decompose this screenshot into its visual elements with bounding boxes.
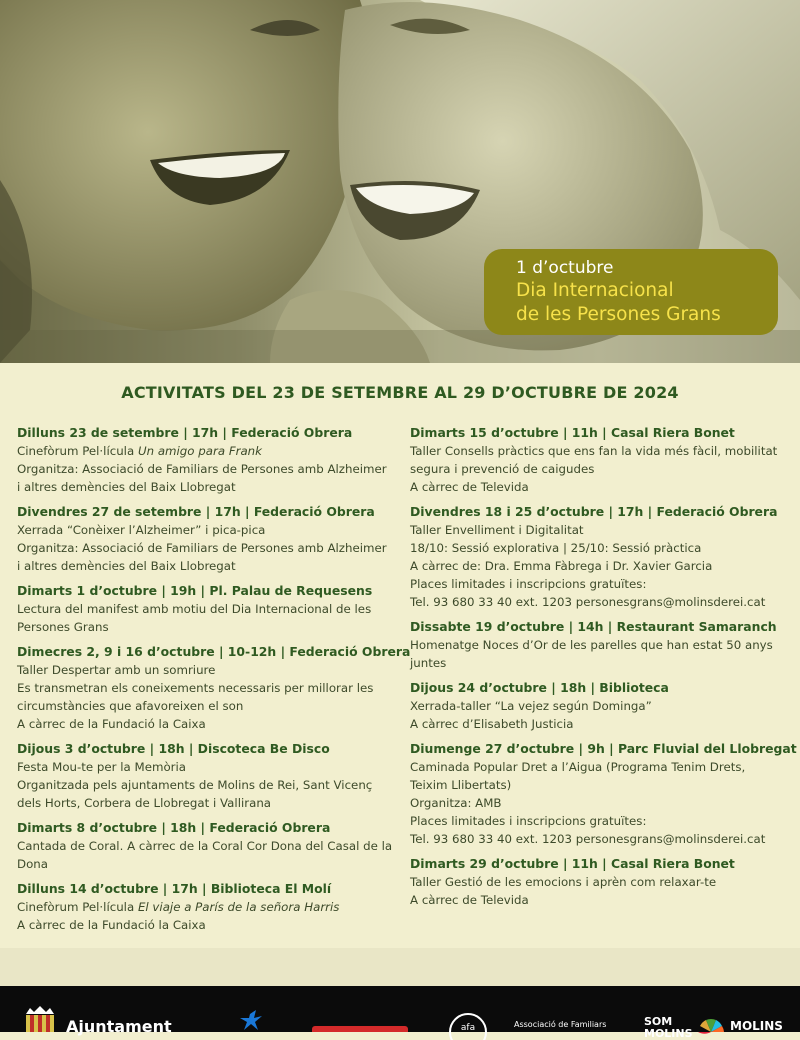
event-item bbox=[17, 424, 395, 496]
event-line: Cantada de Coral. A càrrec de la Coral Cor Dona del Casal de la bbox=[17, 839, 393, 853]
svg-text:afa: afa bbox=[460, 1023, 476, 1033]
event-line: Taller Gestió de les emocions i aprèn com relaxar-te bbox=[410, 875, 717, 889]
event-line: i altres demències del Baix Llobregat bbox=[17, 480, 236, 494]
som-text: SOM bbox=[644, 1015, 673, 1028]
event-title: Dijous 3 d’octubre | 18h | Discoteca Be Disco bbox=[17, 741, 330, 756]
event-line: segura i prevenció de caigudes bbox=[410, 462, 595, 476]
event-line: A càrrec de Televida bbox=[410, 480, 529, 494]
event-title: Dimecres 2, 9 i 16 d’octubre | 10-12h | Federació Obrera bbox=[17, 644, 411, 659]
event-title: Dilluns 23 de setembre | 17h | Federació Obrera bbox=[17, 425, 353, 440]
event-item bbox=[410, 679, 790, 733]
events-column-right bbox=[410, 424, 797, 916]
event-title: Dimarts 29 d’octubre | 11h | Casal Riera Bonet bbox=[410, 856, 735, 871]
event-line: A càrrec de la Fundació la Caixa bbox=[17, 918, 206, 932]
event-title: Dissabte 19 d’octubre | 14h | Restaurant Samaranch bbox=[410, 619, 777, 634]
event-title: Divendres 27 de setembre | 17h | Federació Obrera bbox=[17, 504, 375, 519]
event-item bbox=[410, 503, 790, 611]
film-title: El viaje a París de la señora Harris bbox=[137, 900, 340, 914]
event-line: A càrrec de: Dra. Emma Fàbrega i Dr. Xavier Garcia bbox=[410, 559, 713, 573]
event-line: Homenatge Noces d’Or de les parelles que han estat 50 anys bbox=[410, 638, 773, 652]
event-contact: Tel. 93 680 33 40 ext. 1203 personesgrans@molinsderei.cat bbox=[410, 832, 766, 846]
event-title: Divendres 18 i 25 d’octubre | 17h | Federació Obrera bbox=[410, 504, 778, 519]
sdg-wheel-icon bbox=[698, 1016, 724, 1036]
page-title: ACTIVITATS DEL 23 DE SETEMBRE AL 29 D’OCTUBRE DE 2024 bbox=[121, 383, 679, 402]
event-line: Taller Envelliment i Digitalitat bbox=[410, 523, 584, 537]
event-item bbox=[17, 880, 395, 934]
molins-text: MOLINS bbox=[644, 1027, 693, 1040]
event-item bbox=[17, 503, 395, 575]
event-line: 18/10: Sessió explorativa | 25/10: Sessió pràctica bbox=[410, 541, 702, 555]
event-contact: Tel. 93 680 33 40 ext. 1203 personesgrans@molinsderei.cat bbox=[410, 595, 766, 609]
associacio-logo: Associació de Familiars bbox=[514, 1020, 607, 1029]
event-line: juntes bbox=[410, 656, 447, 670]
event-line: Places limitades i inscripcions gratuïtes: bbox=[410, 577, 647, 591]
events-column-left bbox=[17, 424, 411, 941]
event-line: Es transmetran els coneixements necessaris per millorar les bbox=[17, 681, 374, 695]
event-item bbox=[410, 618, 790, 672]
red-logo-icon bbox=[312, 1026, 408, 1032]
event-line: Places limitades i inscripcions gratuïtes: bbox=[410, 814, 647, 828]
ajuntament-logo: Ajuntament bbox=[66, 1017, 172, 1036]
badge-date: 1 d’octubre bbox=[516, 258, 614, 278]
som-molins-logo bbox=[644, 1016, 693, 1040]
event-line: Festa Mou-te per la Memòria bbox=[17, 760, 187, 774]
event-line: Taller Consells pràctics que ens fan la vida més fàcil, mobilitat bbox=[410, 444, 778, 458]
event-item bbox=[410, 424, 790, 496]
event-item bbox=[17, 740, 395, 812]
event-line: Organitzada pels ajuntaments de Molins de Rei, Sant Vicenç bbox=[17, 778, 373, 792]
event-title: Dilluns 14 d’octubre | 17h | Biblioteca El Molí bbox=[17, 881, 332, 896]
event-title: Diumenge 27 d’octubre | 9h | Parc Fluvial del Llobregat bbox=[410, 741, 797, 756]
event-line: A càrrec de Televida bbox=[410, 893, 529, 907]
sponsor-logos bbox=[0, 986, 800, 1040]
event-line: A càrrec de la Fundació la Caixa bbox=[17, 717, 206, 731]
event-line bbox=[17, 442, 395, 460]
star-icon bbox=[236, 1010, 276, 1036]
event-title: Dimarts 1 d’octubre | 19h | Pl. Palau de Requesens bbox=[17, 583, 373, 598]
event-line: A càrrec d’Elisabeth Justicia bbox=[410, 717, 574, 731]
event-line: Organitza: Associació de Familiars de Persones amb Alzheimer bbox=[17, 541, 387, 555]
event-line: Teixim Llibertats) bbox=[410, 778, 512, 792]
event-item bbox=[410, 740, 797, 848]
event-line: dels Horts, Corbera de Llobregat i Vallirana bbox=[17, 796, 272, 810]
circle-logo-icon bbox=[448, 1010, 488, 1036]
event-line: Persones Grans bbox=[17, 620, 109, 634]
event-line: Caminada Popular Dret a l’Aigua (Programa Tenim Drets, bbox=[410, 760, 746, 774]
footer-band bbox=[0, 948, 800, 986]
event-title: Dimarts 8 d’octubre | 18h | Federació Obrera bbox=[17, 820, 331, 835]
event-item bbox=[17, 582, 395, 636]
event-item bbox=[17, 819, 395, 873]
event-line: Organitza: Associació de Familiars de Persones amb Alzheimer bbox=[17, 462, 387, 476]
event-line: Dona bbox=[17, 857, 49, 871]
event-line: i altres demències del Baix Llobregat bbox=[17, 559, 236, 573]
event-line: Xerrada “Conèixer l’Alzheimer” i pica-pica bbox=[17, 523, 266, 537]
event-line: Xerrada-taller “La vejez según Dominga” bbox=[410, 699, 652, 713]
crest-icon bbox=[22, 1006, 58, 1036]
event-line-text: Cinefòrum Pel·lícula bbox=[17, 444, 138, 458]
event-line-text: Cinefòrum Pel·lícula bbox=[17, 900, 138, 914]
badge-name-line1: Dia Internacional bbox=[516, 280, 674, 301]
molins-logo: MOLINS bbox=[730, 1019, 783, 1033]
event-line: circumstàncies que afavoreixen el son bbox=[17, 699, 244, 713]
event-item bbox=[17, 643, 411, 733]
hero-photo bbox=[0, 0, 800, 363]
event-badge bbox=[484, 249, 778, 335]
event-title: Dijous 24 d’octubre | 18h | Biblioteca bbox=[410, 680, 669, 695]
badge-name-line2: de les Persones Grans bbox=[516, 304, 721, 325]
event-title: Dimarts 15 d’octubre | 11h | Casal Riera Bonet bbox=[410, 425, 735, 440]
event-line: Taller Despertar amb un somriure bbox=[17, 663, 216, 677]
event-item bbox=[410, 855, 790, 909]
event-line: Lectura del manifest amb motiu del Dia Internacional de les bbox=[17, 602, 372, 616]
event-line bbox=[17, 898, 395, 916]
film-title: Un amigo para Frank bbox=[137, 444, 262, 458]
event-line: Organitza: AMB bbox=[410, 796, 502, 810]
